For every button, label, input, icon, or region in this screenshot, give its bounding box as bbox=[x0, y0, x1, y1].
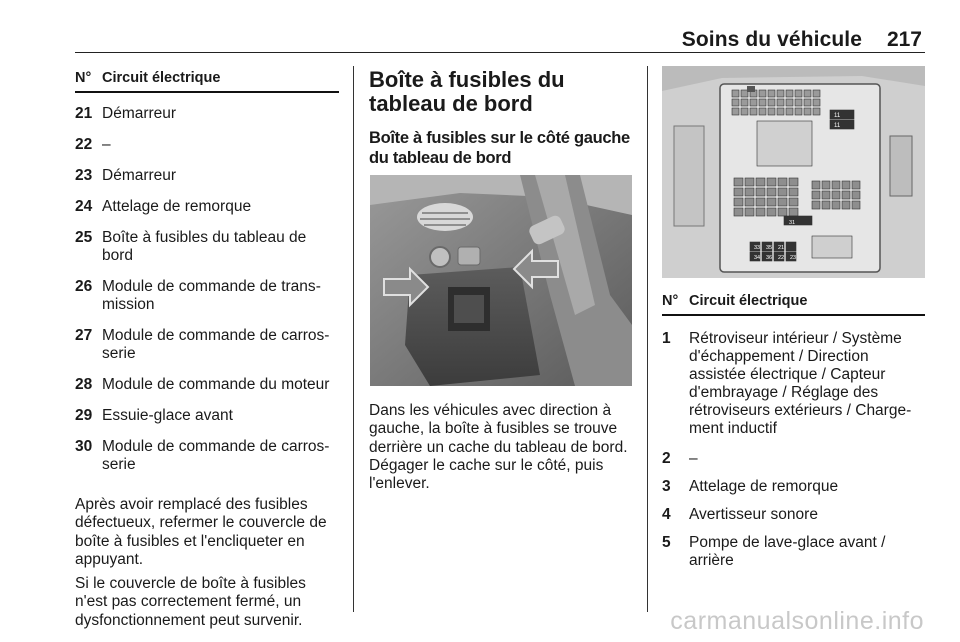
fuse-label: 36 bbox=[766, 255, 773, 261]
fuse-slot bbox=[822, 201, 830, 209]
right-column bbox=[662, 293, 925, 570]
fuse-slot bbox=[757, 121, 812, 166]
row-circuit-text: Avertisseur sonore bbox=[689, 506, 818, 523]
row-number: 27 bbox=[75, 327, 93, 344]
fuse-slot bbox=[745, 188, 754, 196]
row-number: 21 bbox=[75, 105, 93, 122]
row-circuit-text: Module de commande du moteur bbox=[102, 376, 330, 393]
section-subheading: Boîte à fusibles sur le côté gauche du tableau de bord bbox=[369, 129, 630, 167]
left-table-body bbox=[75, 105, 339, 474]
note-paragraph-1: Après avoir remplacé des fusibles défectueux, refermer le couvercle de boîte à fusibles et l'encliqueter en appuyant. bbox=[75, 496, 327, 568]
fuse-slot bbox=[789, 198, 798, 206]
fuse-slot bbox=[732, 99, 739, 106]
section-heading: Boîte à fusibles du tableau de bord bbox=[369, 67, 565, 116]
fuse-slot bbox=[842, 191, 850, 199]
fuse-slot bbox=[777, 108, 784, 115]
fuse-slot bbox=[741, 99, 748, 106]
fuse-slot bbox=[832, 191, 840, 199]
row-number: 23 bbox=[75, 167, 93, 184]
fuse-slot bbox=[732, 108, 739, 115]
left-table-row bbox=[75, 105, 339, 123]
fuse-slot bbox=[745, 178, 754, 186]
left-table-row bbox=[75, 136, 339, 154]
fuse-slot bbox=[822, 181, 830, 189]
row-circuit-text: Démarreur bbox=[102, 167, 177, 184]
dashboard-fusebox-illustration bbox=[370, 175, 632, 386]
middle-text bbox=[369, 402, 635, 493]
right-table-row bbox=[662, 506, 925, 524]
dashboard-fusebox-icon bbox=[370, 175, 632, 386]
row-circuit-text: Module de commande de carrosserie bbox=[102, 327, 330, 362]
left-table-header-num: N° bbox=[75, 70, 92, 86]
fuse-slot bbox=[822, 191, 830, 199]
watermark: carmanualsonline.info bbox=[670, 607, 924, 635]
fuse-slot bbox=[734, 188, 743, 196]
fuse-slot bbox=[812, 191, 820, 199]
fuse-slot bbox=[795, 99, 802, 106]
fuse-panel-icon bbox=[662, 66, 925, 278]
fuse-slot bbox=[750, 99, 757, 106]
fuse-slot bbox=[804, 90, 811, 97]
fuse-slot bbox=[777, 99, 784, 106]
fuse-slot bbox=[745, 208, 754, 216]
row-circuit-text: Essuie-glace avant bbox=[102, 407, 233, 424]
right-table-body bbox=[662, 330, 925, 570]
column-divider-right bbox=[647, 66, 648, 612]
fuse-label: 33 bbox=[754, 245, 761, 251]
row-number: 1 bbox=[662, 330, 671, 347]
page-section-title: Soins du véhicule bbox=[681, 28, 862, 51]
fuse-slot bbox=[778, 198, 787, 206]
row-number: 25 bbox=[75, 229, 93, 246]
right-table-row bbox=[662, 450, 925, 468]
row-number: 30 bbox=[75, 438, 93, 455]
fuse-slot bbox=[812, 181, 820, 189]
row-number: 4 bbox=[662, 506, 671, 523]
right-table-row bbox=[662, 534, 925, 570]
left-table-row bbox=[75, 376, 339, 394]
fuse-label: 34 bbox=[754, 255, 761, 261]
fuse-slot bbox=[732, 90, 739, 97]
row-circuit-text: Module de commande de transmission bbox=[102, 278, 321, 313]
fuse-label: 22 bbox=[778, 255, 785, 261]
fuse-slot bbox=[768, 108, 775, 115]
row-number: 29 bbox=[75, 407, 93, 424]
column-divider-left bbox=[353, 66, 354, 612]
fuse-slot bbox=[767, 178, 776, 186]
fuse-slot bbox=[812, 236, 852, 258]
fuse-label: 11 bbox=[834, 123, 841, 129]
right-table-row bbox=[662, 330, 925, 438]
fuse-slot bbox=[759, 108, 766, 115]
fuse-slot bbox=[804, 99, 811, 106]
row-number: 3 bbox=[662, 478, 671, 495]
fuse-slot bbox=[756, 208, 765, 216]
row-circuit-text: Boîte à fusibles du tableau de bord bbox=[102, 229, 307, 264]
fuse-label: 23 bbox=[790, 255, 797, 261]
right-table-row bbox=[662, 478, 925, 496]
row-number: 22 bbox=[75, 136, 93, 153]
row-number: 5 bbox=[662, 534, 671, 551]
fuse-label: 21 bbox=[778, 245, 785, 251]
fuse-panel-diagram bbox=[662, 66, 925, 278]
fuse-slot bbox=[786, 99, 793, 106]
fuse-slot bbox=[768, 90, 775, 97]
row-number: 2 bbox=[662, 450, 671, 467]
fuse-slot bbox=[795, 108, 802, 115]
fuse-slot bbox=[778, 178, 787, 186]
fuse-slot bbox=[756, 198, 765, 206]
row-circuit-text: Pompe de lave-glace avant / arrière bbox=[689, 534, 886, 569]
fuse-label: 35 bbox=[766, 245, 773, 251]
fuse-slot bbox=[756, 188, 765, 196]
left-table-row bbox=[75, 407, 339, 425]
left-table-row bbox=[75, 438, 339, 474]
row-circuit-text: Démarreur bbox=[102, 105, 177, 122]
left-table-row bbox=[75, 198, 339, 216]
location-paragraph: Dans les véhicules avec direction à gauche, la boîte à fusibles se trouve derrière un cache du tableau de bord. Dégager le cache sur le côté, puis l'enlever. bbox=[369, 402, 628, 493]
row-number: 28 bbox=[75, 376, 93, 393]
right-table-header bbox=[662, 293, 925, 316]
fuse-label: 11 bbox=[834, 113, 841, 119]
left-table-row bbox=[75, 278, 339, 314]
fuse-slot bbox=[786, 108, 793, 115]
fuse-slot bbox=[852, 181, 860, 189]
page-number: 217 bbox=[886, 28, 922, 51]
fuse-slot bbox=[812, 201, 820, 209]
fuse-slot bbox=[786, 90, 793, 97]
fuse-slot bbox=[768, 99, 775, 106]
fuse-slot bbox=[813, 99, 820, 106]
fuse-slot bbox=[813, 90, 820, 97]
fuse-slot bbox=[789, 188, 798, 196]
fuse-slot bbox=[813, 108, 820, 115]
fuse-slot bbox=[767, 198, 776, 206]
fuse-slot bbox=[789, 208, 798, 216]
left-table-header bbox=[75, 70, 339, 93]
fuse-slot bbox=[842, 201, 850, 209]
right-table-header-label: Circuit électrique bbox=[689, 293, 808, 309]
note-paragraph-2: Si le couvercle de boîte à fusibles n'est pas correctement fermé, un dysfonctionnement peut survenir. bbox=[75, 575, 306, 629]
fuse-slot bbox=[778, 188, 787, 196]
left-table-row bbox=[75, 327, 339, 363]
fuse-slot bbox=[759, 90, 766, 97]
fuse-slot bbox=[734, 198, 743, 206]
left-table-row bbox=[75, 167, 339, 185]
fuse-slot bbox=[786, 242, 796, 251]
fuse-slot bbox=[789, 178, 798, 186]
fuse-slot bbox=[756, 178, 765, 186]
fuse-slot bbox=[832, 201, 840, 209]
row-circuit-text: – bbox=[689, 450, 698, 467]
fuse-label: 31 bbox=[789, 220, 796, 226]
fuse-slot bbox=[777, 90, 784, 97]
fuse-slot bbox=[852, 191, 860, 199]
fuse-slot bbox=[852, 201, 860, 209]
fuse-slot bbox=[767, 188, 776, 196]
fuse-slot bbox=[741, 108, 748, 115]
header-divider bbox=[75, 52, 925, 53]
middle-column bbox=[369, 68, 635, 168]
row-number: 26 bbox=[75, 278, 93, 295]
fuse-slot bbox=[767, 208, 776, 216]
right-table-header-num: N° bbox=[662, 293, 679, 309]
fuse-slot bbox=[759, 99, 766, 106]
fuse-slot bbox=[734, 208, 743, 216]
fuse-slot bbox=[745, 198, 754, 206]
left-table-header-label: Circuit électrique bbox=[102, 70, 221, 86]
row-circuit-text: Module de commande de carrosserie bbox=[102, 438, 330, 473]
fuse-slot bbox=[734, 178, 743, 186]
fuse-slot bbox=[804, 108, 811, 115]
left-notes bbox=[75, 496, 339, 630]
fuse-slot bbox=[778, 208, 787, 216]
row-number: 24 bbox=[75, 198, 93, 215]
row-circuit-text: – bbox=[102, 136, 111, 153]
left-column bbox=[75, 70, 339, 630]
fuse-slot bbox=[832, 181, 840, 189]
fuse-slot bbox=[750, 108, 757, 115]
row-circuit-text: Attelage de remorque bbox=[689, 478, 839, 495]
row-circuit-text: Attelage de remorque bbox=[102, 198, 252, 215]
row-circuit-text: Rétroviseur intérieur / Système d'échappement / Direction assistée électrique / Capteur d'embrayage / Réglage des rétroviseurs extérieurs / Chargement inductif bbox=[689, 330, 912, 437]
fuse-slot bbox=[795, 90, 802, 97]
fuse-slot bbox=[842, 181, 850, 189]
left-table-row bbox=[75, 229, 339, 265]
fuse-slot bbox=[741, 90, 748, 97]
